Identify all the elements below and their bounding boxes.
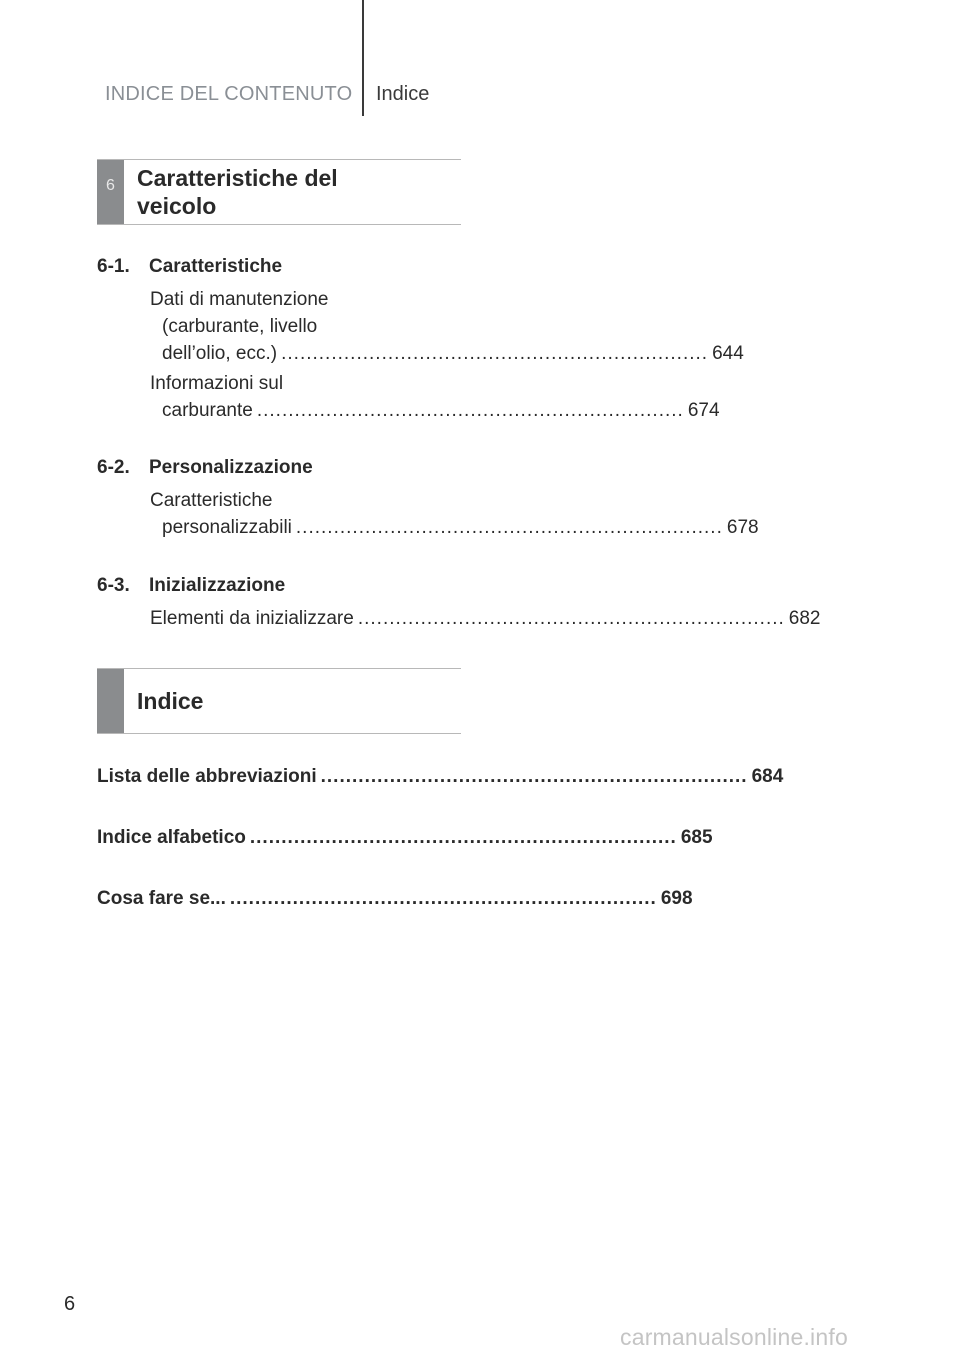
- index-entry-abbreviations[interactable]: [97, 763, 784, 790]
- entry-label: Cosa fare se...: [97, 888, 226, 909]
- section-title-line1: Caratteristiche del: [137, 165, 338, 191]
- section-heading-index: [97, 668, 461, 734]
- chapter-number: 6-2.: [97, 457, 130, 478]
- page-ref: 698: [660, 888, 693, 909]
- toc-entry[interactable]: [150, 286, 744, 367]
- dot-leader: ....................................................................: [295, 517, 723, 538]
- entry-line: Dati di manutenzione: [150, 289, 329, 310]
- chapter-number: 6-1.: [97, 256, 130, 277]
- toc-entry[interactable]: [150, 370, 720, 424]
- chapter-title: Inizializzazione: [149, 575, 286, 596]
- entry-line: Informazioni sul: [150, 373, 284, 394]
- chapter-title: Personalizzazione: [149, 457, 313, 478]
- section-title: [137, 160, 338, 224]
- header-page-title: Indice: [376, 83, 430, 105]
- page-ref: 682: [788, 608, 821, 629]
- page-ref: 644: [712, 343, 744, 364]
- index-entry-alphabetical[interactable]: [97, 824, 713, 851]
- page-ref: 684: [751, 766, 784, 787]
- page-ref: 685: [680, 827, 713, 848]
- toc-entry[interactable]: [150, 487, 759, 541]
- entry-line: Elementi da inizializzare: [150, 608, 354, 629]
- section-tab: 6: [97, 160, 124, 224]
- page-ref: 678: [726, 517, 759, 538]
- entry-line: Caratteristiche: [150, 490, 273, 511]
- entry-line: personalizzabili: [162, 517, 292, 538]
- chapter-6-1[interactable]: [97, 256, 282, 278]
- section-tab: [97, 669, 124, 733]
- chapter-6-2[interactable]: [97, 457, 313, 479]
- entry-line: carburante: [162, 400, 253, 421]
- entry-line: (carburante, livello: [162, 316, 318, 337]
- toc-entry[interactable]: [150, 605, 821, 632]
- section-heading-6: [97, 159, 461, 225]
- chapter-title: Caratteristiche: [149, 256, 283, 277]
- chapter-number: 6-3.: [97, 575, 130, 596]
- dot-leader: ....................................................................: [229, 888, 657, 909]
- dot-leader: ....................................................................: [281, 343, 709, 364]
- entry-label: Lista delle abbreviazioni: [97, 766, 317, 787]
- header-section-title: INDICE DEL CONTENUTO: [105, 83, 353, 105]
- page-number: 6: [64, 1293, 76, 1315]
- watermark: carmanualsonline.info: [620, 1324, 848, 1350]
- header-divider: [362, 0, 364, 116]
- index-entry-what-to-do[interactable]: [97, 885, 693, 912]
- page-ref: 674: [687, 400, 720, 421]
- dot-leader: ....................................................................: [256, 400, 684, 421]
- entry-line: dell’olio, ecc.): [162, 343, 278, 364]
- section-title: Indice: [137, 688, 204, 714]
- chapter-6-3[interactable]: [97, 575, 285, 597]
- dot-leader: ....................................................................: [249, 827, 677, 848]
- dot-leader: ....................................................................: [320, 766, 748, 787]
- section-title-line2: veicolo: [137, 193, 217, 219]
- entry-label: Indice alfabetico: [97, 827, 246, 848]
- dot-leader: ....................................................................: [357, 608, 785, 629]
